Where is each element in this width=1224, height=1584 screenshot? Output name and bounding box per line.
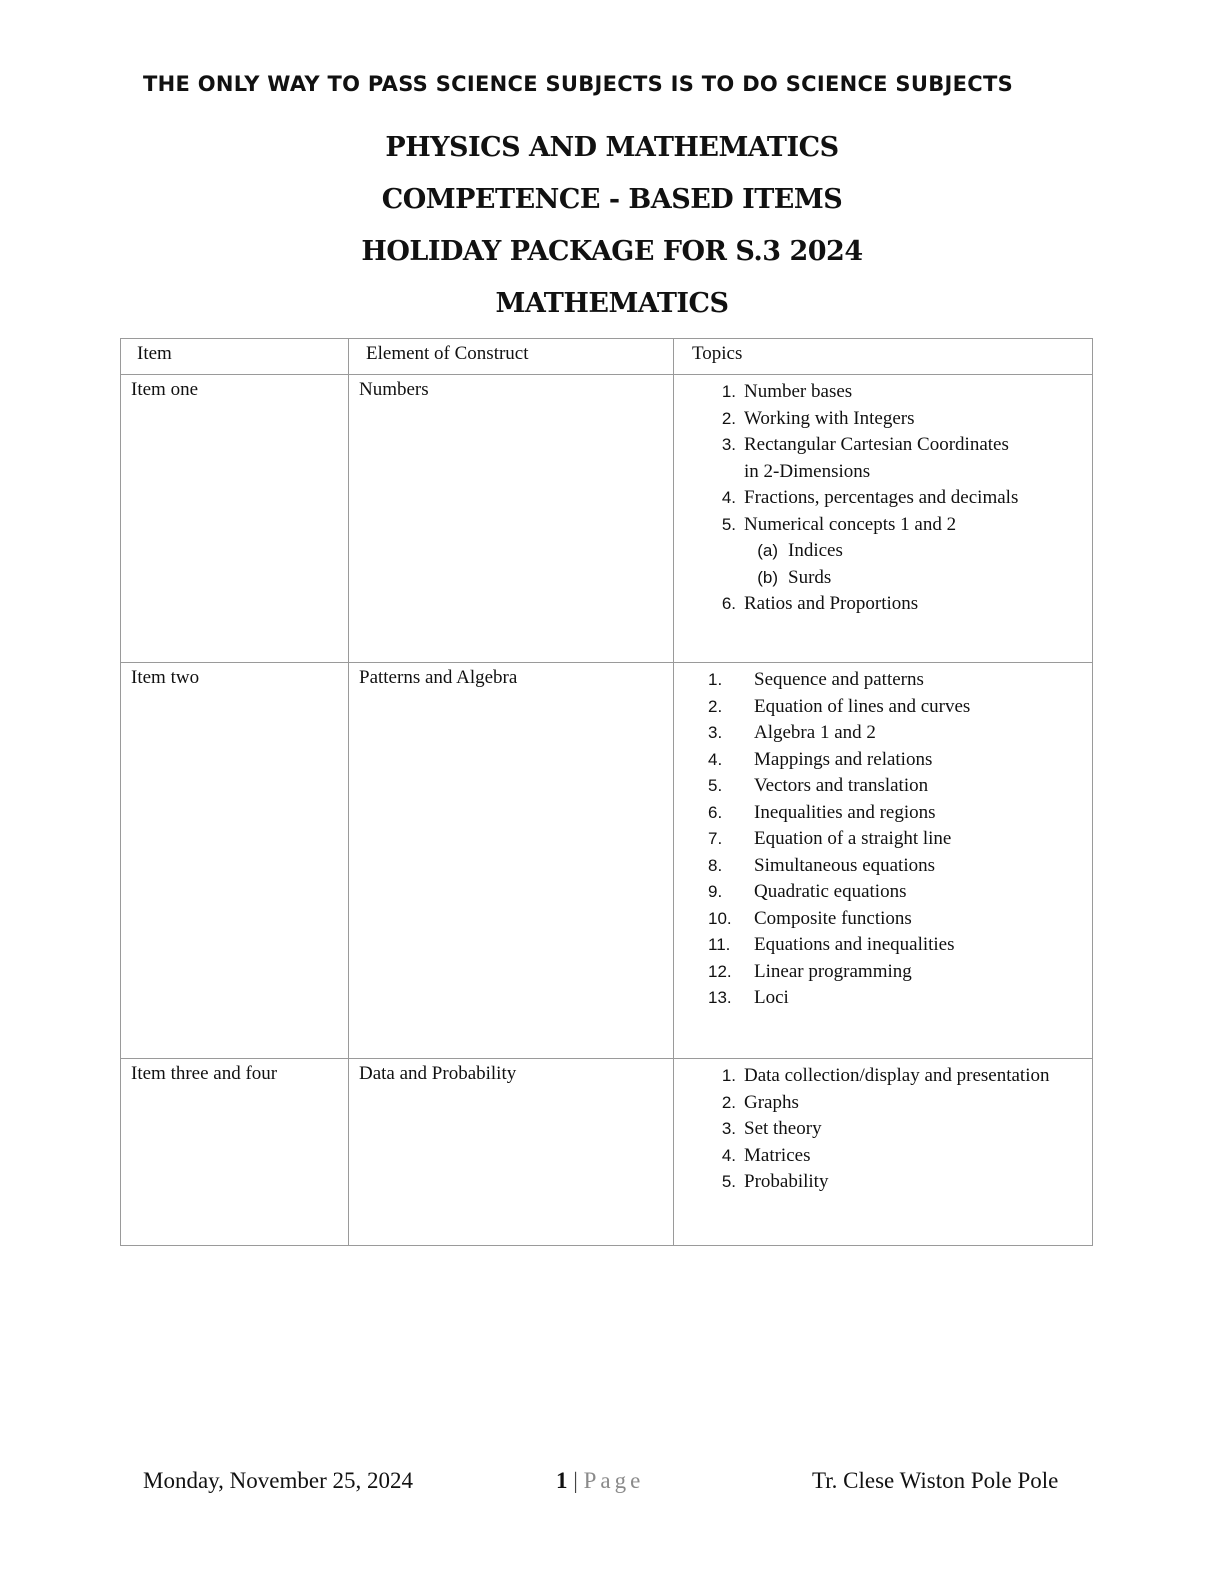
title-line-mathematics: MATHEMATICS	[495, 288, 729, 319]
topic-item: 4. Matrices	[721, 1144, 811, 1166]
header-motto: THE ONLY WAY TO PASS SCIENCE SUBJECTS IS TO DO SCIENCE SUBJECTS	[143, 72, 1014, 96]
topic-list-continued	[684, 591, 1082, 618]
footer-date: Monday, November 25, 2024	[143, 1468, 413, 1493]
topics-cell	[674, 663, 1093, 1059]
footer-page-number	[556, 1468, 644, 1494]
title-line-holiday-package: HOLIDAY PACKAGE FOR S.3 2024	[361, 236, 863, 267]
item-cell: Item two	[121, 663, 349, 1059]
topics-table	[120, 338, 1093, 1246]
topic-item: 1. Data collection/display and presentation	[721, 1065, 1050, 1086]
table-row	[121, 375, 1093, 663]
element-cell: Data and Probability	[349, 1059, 674, 1246]
subtopic-item: (b) Surds	[757, 566, 832, 588]
table-row	[121, 1059, 1093, 1246]
column-header-item: Item	[121, 339, 349, 375]
page-number: 1	[556, 1468, 568, 1493]
topic-item: 8. Simultaneous equations	[708, 854, 936, 876]
item-cell: Item one	[121, 375, 349, 663]
topic-list	[684, 1063, 1082, 1196]
page-separator: |	[573, 1468, 578, 1493]
topics-cell	[674, 1059, 1093, 1246]
topics-cell	[674, 375, 1093, 663]
topic-item: 11. Equations and inequalities	[708, 934, 955, 955]
element-cell: Patterns and Algebra	[349, 663, 674, 1059]
topic-item: 12. Linear programming	[708, 960, 912, 982]
topic-item: 1. Sequence and patterns	[708, 669, 924, 690]
topic-item: 3. Set theory	[721, 1118, 822, 1139]
topic-item: 2. Working with Integers	[721, 407, 915, 429]
topic-item: 9. Quadratic equations	[708, 881, 907, 902]
topic-item: 4. Fractions, percentages and decimals	[721, 487, 1019, 508]
title-line-competence: COMPETENCE - BASED ITEMS	[381, 184, 843, 215]
topic-item: 13. Loci	[708, 987, 789, 1008]
topic-item: 3. Algebra 1 and 2	[708, 722, 876, 743]
topic-item: 5. Probability	[721, 1171, 829, 1192]
footer-author: Tr. Clese Wiston Pole Pole	[812, 1468, 1059, 1493]
column-header-element: Element of Construct	[349, 339, 674, 375]
table-row	[121, 663, 1093, 1059]
subtopic-list	[684, 538, 1082, 591]
topic-list	[684, 379, 1082, 538]
table-header-row	[121, 339, 1093, 375]
topic-item: 2. Graphs	[721, 1091, 799, 1113]
topic-item: 10. Composite functions	[708, 907, 912, 929]
topic-item: 7. Equation of a straight line	[708, 828, 952, 849]
title-line-subjects: PHYSICS AND MATHEMATICS	[385, 132, 839, 163]
column-header-topics: Topics	[674, 339, 1093, 375]
topic-item: 2. Equation of lines and curves	[708, 695, 971, 717]
topic-item: 5. Numerical concepts 1 and 2	[721, 513, 957, 535]
topic-item: 6. Inequalities and regions	[708, 801, 936, 823]
topic-item: 5. Vectors and translation	[708, 775, 929, 796]
item-cell: Item three and four	[121, 1059, 349, 1246]
subtopic-item: (a) Indices	[757, 540, 843, 561]
element-cell: Numbers	[349, 375, 674, 663]
topic-item: 3. Rectangular Cartesian Coordinates in 2-Dimensions	[721, 434, 1009, 482]
topic-item: 6. Ratios and Proportions	[721, 593, 919, 614]
page-label: Page	[583, 1468, 645, 1493]
topic-list	[684, 667, 1082, 1012]
topic-item: 4. Mappings and relations	[708, 748, 933, 770]
topic-item: 1. Number bases	[721, 381, 853, 402]
